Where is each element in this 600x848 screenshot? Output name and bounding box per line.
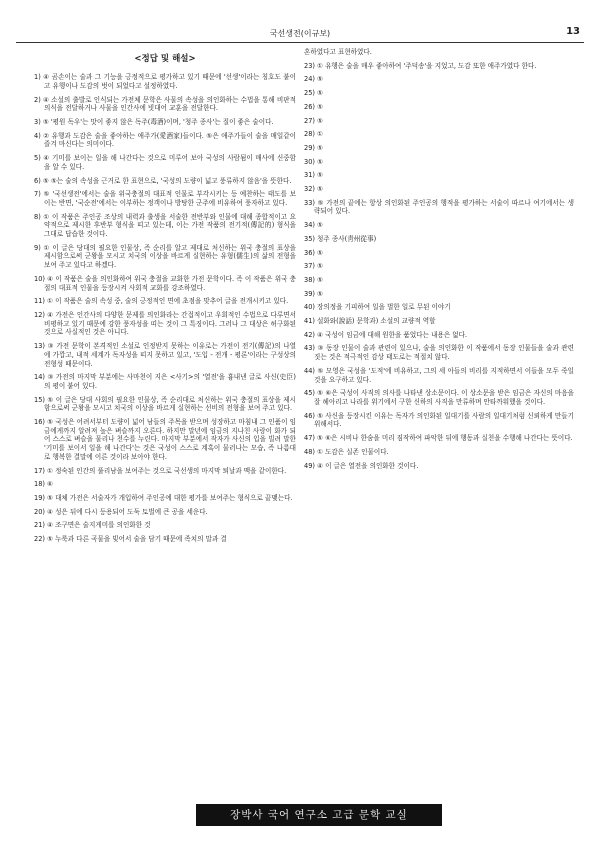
- answer-item: 7) ⑤ '국선생전'에서는 술을 위국충절의 대표적 인물로 부각시키는 등 예찬하는 태도를 보이는 반면, '국순전'에서는 이부하는 정객이나 방탕한 군주에 비유하여 풍자하고 있다.: [34, 190, 296, 207]
- answer-item: 2) ④ 소설의 출발로 인식되는 가전체 문학은 사물의 속성을 의인화하는 수법을 통해 비판적 의식을 전달하거나 사물을 인간사에 빗대어 교훈을 전달한다.: [34, 95, 296, 113]
- answer-item: 1) ④ 곰손이는 술과 그 기능을 긍정적으로 평가하고 있기 때문에 '선생'이라는 칭호도 붙이고 유행이나 도감의 벗이 되었다고 설정하였다.: [34, 73, 296, 90]
- answer-item: 49) ④ 이 글은 열전을 의인화한 것이다.: [304, 461, 419, 470]
- right-column: [304, 48, 574, 475]
- answer-item: 21) ④ 조구면은 술지게미를 의인화한 것: [34, 521, 151, 530]
- answer-item: 4) ② 유행과 도감은 술을 좋아하는 애주가(愛酒家)들이다. ⑤은 애주가들이 술을 매일같이 즐겨 마신다는 의미이다.: [34, 131, 296, 149]
- answer-item: 24) ⑤: [304, 75, 323, 84]
- answer-item: 32) ⑤: [304, 185, 323, 194]
- answer-item: 35) 청주 종사(靑州從事): [304, 234, 377, 243]
- answer-item: 9) ① 이 글은 당대의 필요한 인물상, 즉 순리를 알고 제대로 처신하는 위국 충절의 표상을 제시함으로써 군왕을 모시고 치국의 이상을 바르게 실현하는 유형(儒生)의 삶의 전형을 보여 주고 있다고 하겠다.: [34, 243, 296, 270]
- answer-item: 45) ⑤ ⑥은 국성이 사직의 의사를 나타낸 상소문이다. 이 상소문을 받은 임금은 자신의 마음을 잘 헤아리고 나라를 위기에서 구한 신하의 사직을 만류하며 안타까워했을 것이다.: [304, 389, 574, 406]
- answer-item: 18) ⑥: [34, 480, 53, 489]
- answer-item: 34) ⑤: [304, 221, 323, 230]
- answer-item: 48) ① 도감은 실존 인물이다.: [304, 447, 389, 456]
- page-header: [16, 26, 584, 43]
- answer-item: 33) ⑤ 가전의 끝에는 항상 의인화된 주인공의 행적을 평가하는 서술이 따르나 여기에서는 생략되어 있다.: [304, 198, 574, 216]
- answer-item: 10) ④ 이 작품은 술을 의인화하여 위국 충절을 교화한 가전 문학이다. 즉 이 작품은 위국 충절의 대표적 인물을 등장시켜 사회적 교화를 강조하였다.: [34, 274, 296, 292]
- answer-item: 31) ⑤: [304, 171, 323, 180]
- answer-item: 41) 설화와(說話) 문학과) 소설의 교량적 역할: [304, 317, 436, 326]
- answer-item: 5) ④ 기미를 보이는 일을 해 나간다는 것으로 미루어 보아 국성의 사람됨이 매사에 신중함을 알 수 있다.: [34, 154, 296, 171]
- answer-item: 37) ⑤: [304, 262, 323, 271]
- answer-item: 22) ⑤ 누룩과 다른 곡물을 빚어서 술을 담기 때문에 족치의 말과 결: [34, 535, 227, 544]
- answer-item: 39) ⑤: [304, 289, 323, 298]
- answer-item: 44) ⑤ 모영은 국성을 '도적'에 비유하고, 그의 세 아들의 비리를 지적하면서 이들을 모두 죽일 것을 요구하고 있다.: [304, 366, 574, 384]
- answer-item: 8) ① 이 작품은 주인공 조상의 내력과 출생을 서술한 전반부와 인물에 대해 종합적이고 요약적으로 제시한 후반부 형식을 띠고 있는데, 이는 가전 작품의 전기적(傳記的) 형식을 그대로 답습한 것이다.: [34, 212, 296, 239]
- answer-item: 14) ③ 가전의 마지막 부분에는 사마천이 지은 <사기>의 '열전'을 흉내낸 글로 사신(史臣)의 평이 붙어 있다.: [34, 373, 296, 390]
- answer-item: 42) ④ 국성이 임금에 대해 원한을 품었다는 내용은 없다.: [304, 330, 468, 339]
- answer-item: 30) ⑤: [304, 157, 323, 166]
- answer-list-right: [304, 48, 574, 470]
- answer-item: 36) ⑤: [304, 248, 323, 257]
- answer-item: 15) ⑤ 이 글은 당대 사회의 필요한 인물상, 즉 순리대로 처신하는 위국 충절의 표상을 제시함으로써 군왕을 모시고 치국의 이상을 바르게 실현하는 선비의 전형을 보여 주고 있다.: [34, 395, 296, 413]
- answer-item: 28) ①: [304, 130, 323, 139]
- answer-item: 11) ① 이 작품은 술의 속성 중, 술의 긍정적인 면에 초점을 맞추어 글을 전개시키고 있다.: [34, 297, 289, 306]
- answer-item: 43) ③ 동장 인물이 술과 관련이 있으나, 술을 의인화한 이 작품에서 동장 인물들을 술과 관련 짓는 것은 적극적인 감상 태도로는 적절치 않다.: [304, 344, 574, 362]
- answer-item: 20) ④ 성은 뒤에 다시 등용되어 도둑 토벌에 큰 공을 세운다.: [34, 507, 208, 516]
- header-title: 국선생전(이규보): [269, 29, 331, 38]
- answer-item: 19) ⑤ 대체 가전은 서술자가 개입하여 주인공에 대한 평가를 보여주는 형식으로 끝맺는다.: [34, 493, 293, 502]
- answer-item: 3) ⑤ '평원 독우'는 맛이 좋지 않은 독주(毒酒)이며, '청주 종사'는 질이 좋은 술이다.: [34, 118, 274, 127]
- answer-item: 29) ⑤: [304, 143, 323, 152]
- answer-item: 38) ⑤: [304, 275, 323, 284]
- answer-item: 47) ⑤ ⑥은 시비나 한숨을 미리 짐작하여 파악한 뒤에 행동과 실천을 수행해 나간다는 뜻이다.: [304, 434, 573, 443]
- answer-item: 혼하였다고 표현하였다.: [304, 48, 372, 56]
- answer-item: 27) ⑤: [304, 116, 323, 125]
- answer-item: 16) ⑤ 국성은 어려서부터 도량이 넓어 남들의 주목을 받으며 성장하고 마침내 그 인품이 임금에게까지 알려져 높은 벼슬까지 오른다. 하지만 말년에 임금의 지나친 사랑이 화가 되어 스스로 벼슬을 물리나 천수를 누린다. 마지막 부분에서 작자가 사신의 입을 빌려 말한 '기미를 보이서 일을 해 나간다'는 것은 국성이 스스로 계혹이 물러나는 모습, 즉 나름대로 행복한 결말에 이른 것이라 보아야 한다.: [34, 418, 296, 461]
- page-number: 13: [566, 26, 580, 37]
- answer-item: 40) 장의정을 기피하여 일을 벌한 일로 무된 이야기: [304, 303, 451, 312]
- answer-item: 13) ③ 가전 문학이 본격적인 소설로 인정받지 못하는 이유로는 가전이 전기(傳記)의 나열에 가깝고, 내적 세계가 독자성을 띠지 못하고 있고, '도입 - 전개 - 평론'이라는 구성상의 전형성 때문이다.: [34, 342, 296, 368]
- answer-item: 12) ④ 가전은 인간사의 다양한 문제를 의인화라는 간접적이고 우회적인 수법으로 다루면서 비평하고 있기 때문에 강한 풍자성을 띠는 것이 그 특징이다. 그러나 그 대상은 허구화된 것으로 사실적인 것은 아니다.: [34, 310, 296, 337]
- answer-item: 17) ① 정숙된 인간의 풀리남을 보여주는 것으로 국선생의 마지막 퇴날과 맥을 같이한다.: [34, 466, 287, 475]
- answer-item: 6) ⑤ ⑤는 술의 속성을 근거로 한 표현으로, '국성의 도량이 넓고 풍류하지 않음'을 뜻한다.: [34, 176, 292, 185]
- answer-item: 26) ⑤: [304, 102, 323, 111]
- answer-item: 46) ⑤ 사신을 등장시킨 이유는 독자가 의인화된 일대기를 사람의 일대기처럼 신뢰하게 만들기 위해서다.: [304, 411, 574, 429]
- section-title: <정답 및 해설>: [134, 54, 196, 64]
- left-column: [34, 48, 296, 549]
- answer-list-left: [34, 73, 296, 544]
- footer-banner: 장박사 국어 연구소 고급 문학 교실: [196, 804, 442, 826]
- answer-item: 23) ① 유행은 술을 매우 좋아하여 '주덕송'을 지었고, 도감 또한 애주가였다 한다.: [304, 61, 537, 70]
- answer-item: 25) ⑤: [304, 89, 323, 98]
